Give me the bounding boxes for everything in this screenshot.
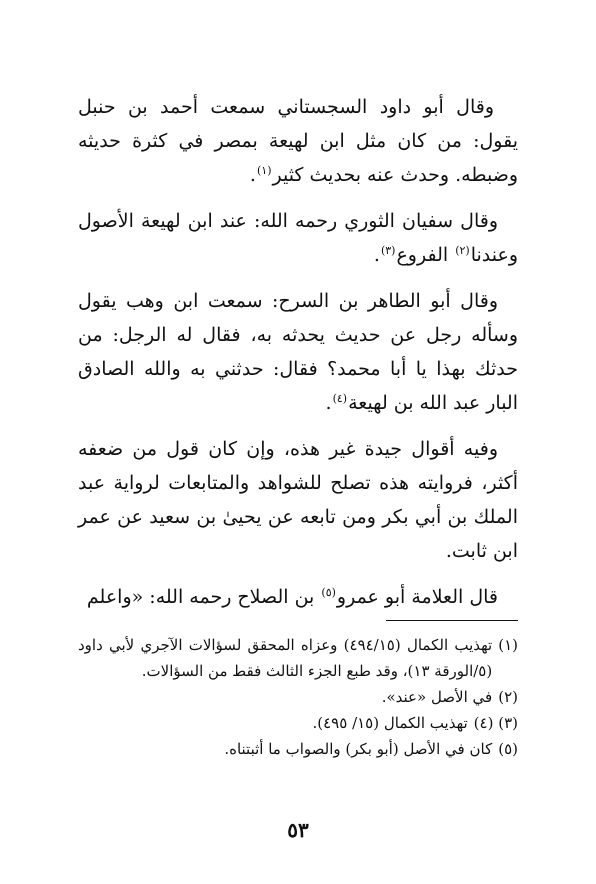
footnote-ref: (٣) bbox=[380, 243, 396, 257]
footnote-ref: (٥) bbox=[321, 585, 336, 599]
footnote bbox=[78, 632, 518, 684]
footnote-text: تهذيب الكمال (١٥/ ٤٩٥). bbox=[312, 714, 468, 732]
paragraph-text: . bbox=[249, 164, 256, 186]
paragraph-text: وفيه أقوال جيدة غير هذه، وإن كان قول من ضعفه أكثر، فروايته هذه تصلح للشواهد والمتابعات لرواية عبد الملك بن أبي بكر ومن تابعه عن يحيىٰ بن سعيد عن عمر ابن ثابت. bbox=[78, 438, 518, 562]
paragraph-text: وقال أبو داود السجستاني سمعت أحمد بن حنبل يقول: من كان مثل ابن لهيعة بمصر في كثرة حديثه وضبطه. وحدث عنه بحديث كثير bbox=[78, 96, 518, 186]
footnote-text: كان في الأصل (أبو بكر) والصواب ما أثبتناه. bbox=[224, 740, 493, 758]
footnote-text: في الأصل «عند». bbox=[381, 688, 493, 706]
footnote-number: (١) bbox=[498, 636, 518, 654]
footnote-number: (٢) bbox=[498, 688, 518, 706]
paragraph-text: . bbox=[325, 392, 332, 414]
footnote-number: (٥) bbox=[498, 740, 518, 758]
footnote-text: تهذيب الكمال (٤٩٤/١٥) وعزاه المحقق لسؤالات الآجري لأبي داود (٥/الورقة ١٣)، وقد طبع الجزء الثالث فقط من السؤالات. bbox=[78, 636, 493, 680]
paragraph-text: وقال أبو الطاهر بن السرح: سمعت ابن وهب يقول وسأله رجل عن حديث يحدثه به، فقال له الرجل: من حدثك بهذا يا أبا محمد؟ فقال: حدثني به والله الصادق البار عبد الله بن لهيعة bbox=[78, 290, 518, 414]
paragraph bbox=[78, 432, 518, 568]
paragraph-text: قال العلامة أبو عمرو bbox=[336, 586, 498, 608]
paragraph-text: وقال سفيان الثوري رحمه الله: عند ابن لهيعة الأصول وعندنا bbox=[78, 210, 518, 266]
footnote-ref: (١) bbox=[256, 163, 272, 177]
footnote bbox=[78, 684, 518, 710]
page-number: ٥٣ bbox=[287, 818, 309, 842]
footnote-number: (٣) (٤) bbox=[473, 714, 518, 732]
paragraph bbox=[78, 204, 518, 272]
footnote-separator bbox=[386, 620, 518, 621]
main-text bbox=[78, 90, 518, 626]
footnote bbox=[78, 710, 518, 736]
paragraph-text: الفروع bbox=[396, 244, 455, 266]
paragraph bbox=[78, 284, 518, 420]
paragraph bbox=[78, 580, 518, 614]
footnote-ref: (٢) bbox=[455, 243, 470, 257]
footnotes bbox=[78, 632, 518, 762]
paragraph bbox=[78, 90, 518, 192]
footnote bbox=[78, 736, 518, 762]
paragraph-text: بن الصلاح رحمه الله: «واعلم bbox=[86, 586, 321, 608]
paragraph-text: . bbox=[373, 244, 380, 266]
footnote-ref: (٤) bbox=[332, 391, 348, 405]
